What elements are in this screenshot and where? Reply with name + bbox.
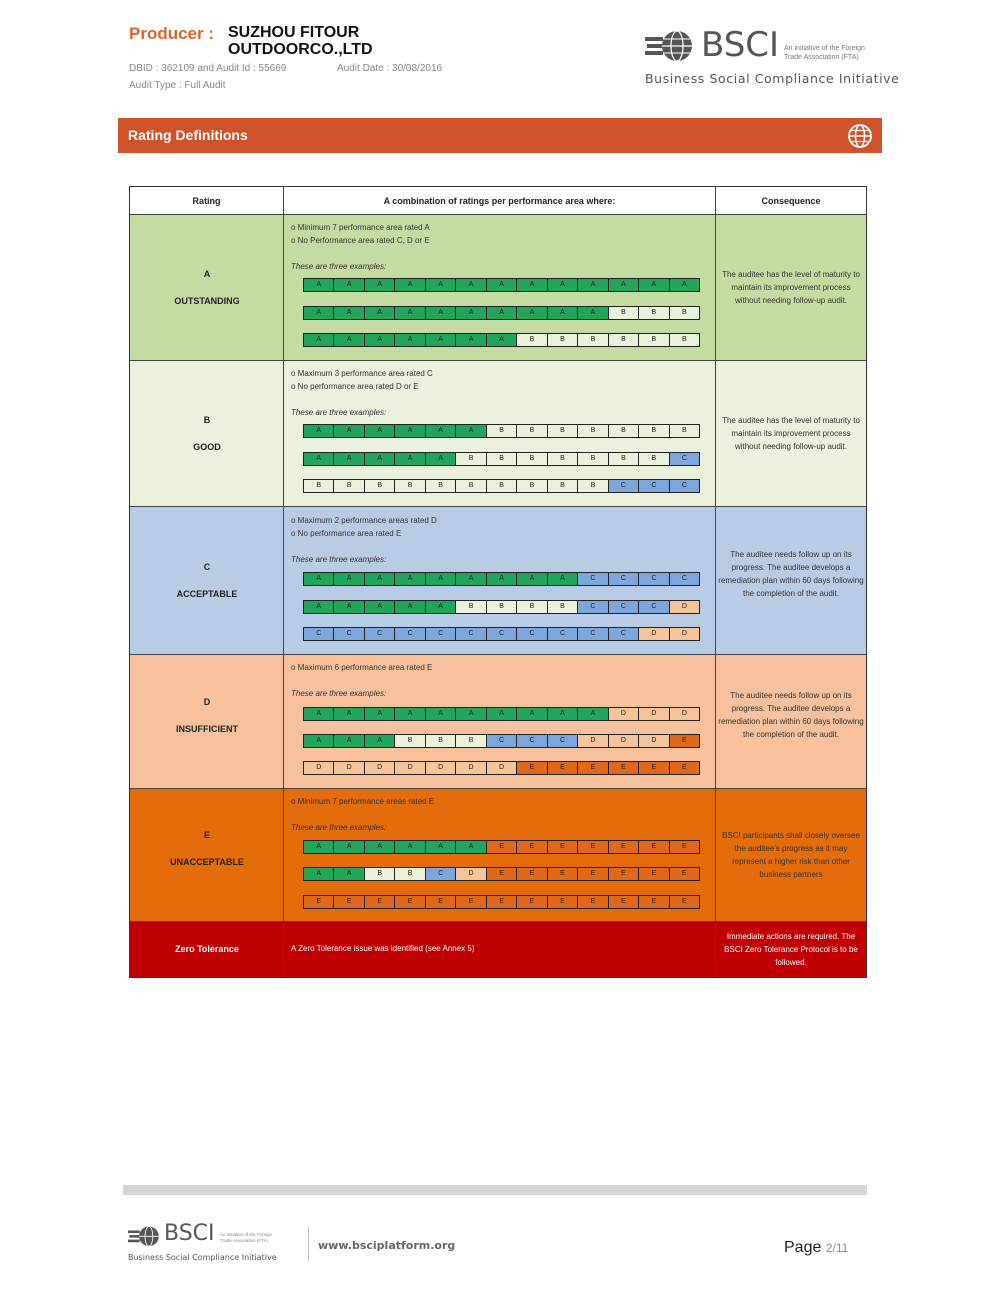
grade-cell: E <box>609 762 639 774</box>
bsci-subtitle-2: Trade Association (FTA) <box>784 54 859 61</box>
grade-cell: A <box>334 573 364 585</box>
grade-cell: B <box>639 334 669 346</box>
grade-cell: A <box>365 573 395 585</box>
audit-type: Audit Type : Full Audit <box>129 80 226 91</box>
zero-tolerance-row <box>130 922 866 977</box>
grade-cell: A <box>456 573 486 585</box>
grade-cell: E <box>670 868 699 880</box>
criteria-line: o No performance area rated E <box>291 529 402 538</box>
grade-cell: D <box>426 762 456 774</box>
rating-cell <box>130 361 284 506</box>
grade-cell: D <box>487 762 517 774</box>
grade-cell: D <box>670 628 699 640</box>
rating-table <box>129 186 867 978</box>
grade-cell: D <box>456 868 486 880</box>
examples-label: These are three examples: <box>291 555 387 564</box>
grade-cell: E <box>670 762 699 774</box>
criteria-line: o Minimum 7 performance areas rated E <box>291 797 435 806</box>
consequence-cell <box>716 507 866 654</box>
example-strip <box>303 627 700 641</box>
consequence-text: The auditee has the level of maturity to maintain its improvement process without needing follow-up audit. <box>722 270 860 305</box>
grade-cell: B <box>670 425 699 437</box>
grade-cell: A <box>487 708 517 720</box>
grade-cell: A <box>426 279 456 291</box>
grade-cell: B <box>456 735 486 747</box>
grade-cell: B <box>365 480 395 492</box>
rating-row-e <box>130 789 866 922</box>
bsci-wordmark: BSCI <box>701 25 780 65</box>
grade-cell: A <box>426 708 456 720</box>
grade-cell: B <box>517 453 547 465</box>
grade-cell: A <box>334 708 364 720</box>
rating-row-c <box>130 507 866 655</box>
grade-cell: A <box>395 708 425 720</box>
grade-cell: C <box>639 573 669 585</box>
grade-cell: A <box>487 573 517 585</box>
zero-tolerance-consequence-cell <box>716 922 866 977</box>
rating-word: UNACCEPTABLE <box>170 857 244 867</box>
grade-cell: D <box>639 708 669 720</box>
grade-cell: E <box>578 868 608 880</box>
grade-cell: A <box>670 279 699 291</box>
grade-cell: A <box>304 453 334 465</box>
grade-cell: E <box>517 868 547 880</box>
grade-cell: A <box>517 708 547 720</box>
rating-cell <box>130 655 284 788</box>
grade-cell: B <box>548 601 578 613</box>
example-strip <box>303 840 700 854</box>
header-combination-cell <box>284 187 716 214</box>
grade-cell: E <box>609 896 639 908</box>
grade-cell: D <box>609 735 639 747</box>
grade-cell: A <box>304 841 334 853</box>
grade-cell: A <box>426 453 456 465</box>
grade-cell: A <box>395 425 425 437</box>
footer-divider <box>308 1227 309 1261</box>
grade-cell: E <box>639 896 669 908</box>
grade-cell: B <box>670 334 699 346</box>
grade-cell: E <box>334 896 364 908</box>
grade-cell: C <box>670 453 699 465</box>
rating-letter: C <box>203 562 211 572</box>
grade-cell: C <box>517 628 547 640</box>
footer-bsci-tagline: Business Social Compliance Initiative <box>128 1253 277 1262</box>
criteria-line: o Maximum 3 performance area rated C <box>291 369 433 378</box>
grade-cell: B <box>670 307 699 319</box>
grade-cell: A <box>578 279 608 291</box>
grade-cell: A <box>517 307 547 319</box>
criteria-cell <box>284 215 716 360</box>
grade-cell: C <box>639 480 669 492</box>
header-combination: A combination of ratings per performance area where: <box>383 196 616 206</box>
grade-cell: B <box>487 453 517 465</box>
grade-cell: A <box>334 601 364 613</box>
grade-cell: A <box>426 425 456 437</box>
examples-label: These are three examples: <box>291 408 387 417</box>
grade-cell: C <box>609 480 639 492</box>
grade-cell: A <box>304 334 334 346</box>
grade-cell: A <box>395 307 425 319</box>
grade-cell: B <box>578 334 608 346</box>
rating-letter: D <box>203 697 211 707</box>
grade-cell: A <box>456 425 486 437</box>
example-strip <box>303 333 700 347</box>
grade-cell: A <box>456 334 486 346</box>
grade-cell: B <box>517 480 547 492</box>
example-strip <box>303 707 700 721</box>
footer-bsci-logo <box>128 1221 288 1266</box>
grade-cell: C <box>670 480 699 492</box>
criteria-cell <box>284 789 716 921</box>
grade-cell: C <box>578 601 608 613</box>
grade-cell: C <box>426 868 456 880</box>
grade-cell: E <box>487 868 517 880</box>
rating-cell <box>130 507 284 654</box>
example-strip <box>303 600 700 614</box>
examples-label: These are three examples: <box>291 823 387 832</box>
grade-cell: E <box>578 841 608 853</box>
grade-cell: E <box>578 896 608 908</box>
consequence-text: BSCI participants shall closely oversee the auditee's progress as it may represent a higher risk than other business partners <box>722 831 860 879</box>
criteria-cell <box>284 361 716 506</box>
grade-cell: C <box>639 601 669 613</box>
grade-cell: C <box>365 628 395 640</box>
example-strip <box>303 306 700 320</box>
grade-cell: B <box>609 425 639 437</box>
rating-letter: B <box>203 415 211 425</box>
grade-cell: A <box>487 307 517 319</box>
grade-cell: C <box>487 628 517 640</box>
grade-cell: A <box>456 841 486 853</box>
zero-tolerance-label: Zero Tolerance <box>175 944 239 954</box>
criteria-cell <box>284 655 716 788</box>
footer-bsci-wordmark: BSCI <box>164 1221 215 1246</box>
grade-cell: A <box>334 735 364 747</box>
grade-cell: A <box>334 307 364 319</box>
grade-cell: C <box>334 628 364 640</box>
example-strip <box>303 734 700 748</box>
grade-cell: B <box>609 307 639 319</box>
grade-cell: B <box>517 425 547 437</box>
grade-cell: B <box>639 307 669 319</box>
footer-bar <box>123 1185 867 1195</box>
grade-cell: A <box>304 573 334 585</box>
consequence-text: The auditee needs follow up on its progress. The auditee develops a remediation plan within 60 days following the completion of the audit. <box>718 550 864 598</box>
grade-cell: A <box>334 334 364 346</box>
grade-cell: E <box>517 762 547 774</box>
globe-icon <box>847 123 873 149</box>
grade-cell: D <box>639 735 669 747</box>
grade-cell: B <box>487 480 517 492</box>
rating-cell <box>130 789 284 921</box>
grade-cell: A <box>334 453 364 465</box>
grade-cell: B <box>548 453 578 465</box>
grade-cell: C <box>426 628 456 640</box>
grade-cell: B <box>517 334 547 346</box>
grade-cell: A <box>456 279 486 291</box>
grade-cell: A <box>304 425 334 437</box>
consequence-text: The auditee needs follow up on its progress. The auditee develops a remediation plan within 60 days following the completion of the audit. <box>718 691 864 739</box>
grade-cell: E <box>304 896 334 908</box>
grade-cell: C <box>456 628 486 640</box>
grade-cell: E <box>548 868 578 880</box>
grade-cell: C <box>548 628 578 640</box>
criteria-line: o No Performance area rated C, D or E <box>291 236 430 245</box>
grade-cell: A <box>334 868 364 880</box>
grade-cell: C <box>609 601 639 613</box>
grade-cell: E <box>395 896 425 908</box>
grade-cell: A <box>395 601 425 613</box>
rating-word: ACCEPTABLE <box>176 589 238 599</box>
grade-cell: C <box>578 573 608 585</box>
grade-cell: C <box>548 735 578 747</box>
grade-cell: A <box>487 279 517 291</box>
grade-cell: B <box>487 425 517 437</box>
grade-cell: B <box>456 480 486 492</box>
zero-tolerance-description-cell <box>284 922 716 977</box>
grade-cell: B <box>334 480 364 492</box>
grade-cell: B <box>548 334 578 346</box>
bsci-subtitle-1: An initiative of the Foreign <box>784 45 865 52</box>
criteria-line: o Minimum 7 performance area rated A <box>291 223 430 232</box>
grade-cell: B <box>395 480 425 492</box>
grade-cell: B <box>578 480 608 492</box>
consequence-cell <box>716 789 866 921</box>
grade-cell: A <box>456 708 486 720</box>
footer-url-link[interactable]: www.bsciplatform.org <box>318 1239 456 1252</box>
grade-cell: D <box>670 601 699 613</box>
grade-cell: A <box>426 841 456 853</box>
grade-cell: A <box>365 425 395 437</box>
rating-letter: E <box>203 830 210 840</box>
grade-cell: A <box>395 841 425 853</box>
grade-cell: A <box>395 573 425 585</box>
grade-cell: A <box>548 708 578 720</box>
grade-cell: E <box>609 841 639 853</box>
grade-cell: E <box>487 841 517 853</box>
grade-cell: E <box>548 762 578 774</box>
grade-cell: D <box>395 762 425 774</box>
example-strip <box>303 479 700 493</box>
grade-cell: D <box>639 628 669 640</box>
example-strip <box>303 895 700 909</box>
grade-cell: B <box>487 601 517 613</box>
grade-cell: B <box>639 453 669 465</box>
grade-cell: A <box>578 708 608 720</box>
grade-cell: A <box>304 735 334 747</box>
grade-cell: A <box>304 868 334 880</box>
grade-cell: A <box>487 334 517 346</box>
rating-letter: A <box>203 269 211 279</box>
grade-cell: E <box>517 896 547 908</box>
grade-cell: D <box>609 708 639 720</box>
grade-cell: E <box>639 868 669 880</box>
zero-tolerance-description: A Zero Tolerance issue was identified (see Annex 5) <box>291 944 475 953</box>
grade-cell: A <box>334 425 364 437</box>
rating-word: INSUFFICIENT <box>176 724 238 734</box>
example-strip <box>303 572 700 586</box>
grade-cell: E <box>426 896 456 908</box>
grade-cell: A <box>365 279 395 291</box>
grade-cell: E <box>670 896 699 908</box>
grade-cell: B <box>517 601 547 613</box>
grade-cell: A <box>365 307 395 319</box>
criteria-line: o No performance area rated D or E <box>291 382 419 391</box>
grade-cell: B <box>395 735 425 747</box>
criteria-line: o Maximum 2 performance areas rated D <box>291 516 437 525</box>
grade-cell: C <box>304 628 334 640</box>
grade-cell: E <box>548 841 578 853</box>
grade-cell: A <box>548 279 578 291</box>
grade-cell: B <box>395 868 425 880</box>
grade-cell: A <box>334 279 364 291</box>
header-consequence-cell <box>716 187 866 214</box>
example-strip <box>303 278 700 292</box>
grade-cell: A <box>365 334 395 346</box>
examples-label: These are three examples: <box>291 689 387 698</box>
grade-cell: A <box>304 601 334 613</box>
grade-cell: B <box>456 453 486 465</box>
grade-cell: B <box>426 480 456 492</box>
grade-cell: C <box>609 628 639 640</box>
grade-cell: B <box>426 735 456 747</box>
grade-cell: A <box>395 453 425 465</box>
grade-cell: E <box>487 896 517 908</box>
rating-row-a <box>130 215 866 361</box>
grade-cell: C <box>395 628 425 640</box>
section-banner <box>118 118 882 153</box>
examples-label: These are three examples: <box>291 262 387 271</box>
grade-cell: B <box>609 334 639 346</box>
grade-cell: A <box>548 307 578 319</box>
rating-word: OUTSTANDING <box>174 296 240 306</box>
example-strip <box>303 424 700 438</box>
grade-cell: E <box>670 841 699 853</box>
grade-cell: A <box>365 708 395 720</box>
grade-cell: A <box>365 735 395 747</box>
grade-cell: E <box>639 841 669 853</box>
grade-cell: C <box>578 628 608 640</box>
grade-cell: A <box>304 307 334 319</box>
grade-cell: B <box>456 601 486 613</box>
grade-cell: A <box>609 279 639 291</box>
rating-word: GOOD <box>193 442 221 452</box>
example-strip <box>303 452 700 466</box>
grade-cell: A <box>517 279 547 291</box>
grade-cell: B <box>578 425 608 437</box>
header-rating-cell <box>130 187 284 214</box>
consequence-text: The auditee has the level of maturity to maintain its improvement process without needing follow-up audit. <box>722 416 860 451</box>
producer-name: SUZHOU FITOUR OUTDOORCO.,LTD <box>228 24 373 58</box>
grade-cell: E <box>639 762 669 774</box>
grade-cell: A <box>639 279 669 291</box>
consequence-cell <box>716 361 866 506</box>
grade-cell: E <box>578 762 608 774</box>
grade-cell: A <box>426 573 456 585</box>
grade-cell: D <box>365 762 395 774</box>
grade-cell: E <box>548 896 578 908</box>
header-consequence: Consequence <box>761 196 821 206</box>
rating-row-d <box>130 655 866 789</box>
grade-cell: B <box>578 453 608 465</box>
dbid-text: DBID : 362109 and Audit Id : 55669 <box>129 63 287 74</box>
grade-cell: A <box>304 708 334 720</box>
grade-cell: B <box>365 868 395 880</box>
example-strip <box>303 761 700 775</box>
page-label: Page <box>784 1239 822 1256</box>
grade-cell: A <box>578 307 608 319</box>
grade-cell: A <box>456 307 486 319</box>
criteria-cell <box>284 507 716 654</box>
grade-cell: D <box>304 762 334 774</box>
grade-cell: D <box>578 735 608 747</box>
grade-cell: D <box>456 762 486 774</box>
grade-cell: A <box>395 279 425 291</box>
grade-cell: D <box>670 708 699 720</box>
grade-cell: B <box>609 453 639 465</box>
grade-cell: B <box>304 480 334 492</box>
audit-date: Audit Date : 30/08/2016 <box>337 63 443 74</box>
section-title: Rating Definitions <box>128 127 248 143</box>
grade-cell: A <box>304 279 334 291</box>
grade-cell: A <box>426 601 456 613</box>
grade-cell: E <box>517 841 547 853</box>
rating-row-b <box>130 361 866 507</box>
grade-cell: C <box>517 735 547 747</box>
zero-tolerance-label-cell <box>130 922 284 977</box>
example-strip <box>303 867 700 881</box>
bsci-globe-icon <box>645 28 697 66</box>
grade-cell: B <box>548 480 578 492</box>
zero-tolerance-consequence: Immediate actions are required. The BSCI Zero Tolerance Protocol is to be followed. <box>724 932 858 967</box>
page-number: 2/11 <box>825 1241 849 1255</box>
grade-cell: E <box>670 735 699 747</box>
rating-cell <box>130 215 284 360</box>
consequence-cell <box>716 655 866 788</box>
page-indicator <box>784 1239 848 1257</box>
bsci-tagline: Business Social Compliance Initiative <box>645 71 900 86</box>
grade-cell: A <box>426 334 456 346</box>
grade-cell: C <box>609 573 639 585</box>
grade-cell: B <box>639 425 669 437</box>
grade-cell: E <box>456 896 486 908</box>
grade-cell: C <box>670 573 699 585</box>
header-rating: Rating <box>192 196 221 206</box>
grade-cell: D <box>334 762 364 774</box>
grade-cell: A <box>365 841 395 853</box>
grade-cell: A <box>517 573 547 585</box>
producer-label: Producer : <box>129 24 215 43</box>
grade-cell: A <box>365 601 395 613</box>
footer-bsci-subtitle-2: Trade Association (FTA) <box>220 1238 269 1243</box>
criteria-line: o Maximum 6 performance area rated E <box>291 663 433 672</box>
grade-cell: A <box>426 307 456 319</box>
grade-cell: C <box>487 735 517 747</box>
grade-cell: E <box>609 868 639 880</box>
grade-cell: A <box>548 573 578 585</box>
grade-cell: A <box>334 841 364 853</box>
grade-cell: B <box>548 425 578 437</box>
table-header-row <box>130 187 866 215</box>
grade-cell: A <box>365 453 395 465</box>
consequence-cell <box>716 215 866 360</box>
footer-globe-icon <box>128 1224 162 1250</box>
grade-cell: A <box>395 334 425 346</box>
footer-bsci-subtitle-1: An initiative of the Foreign <box>220 1232 273 1237</box>
grade-cell: E <box>365 896 395 908</box>
